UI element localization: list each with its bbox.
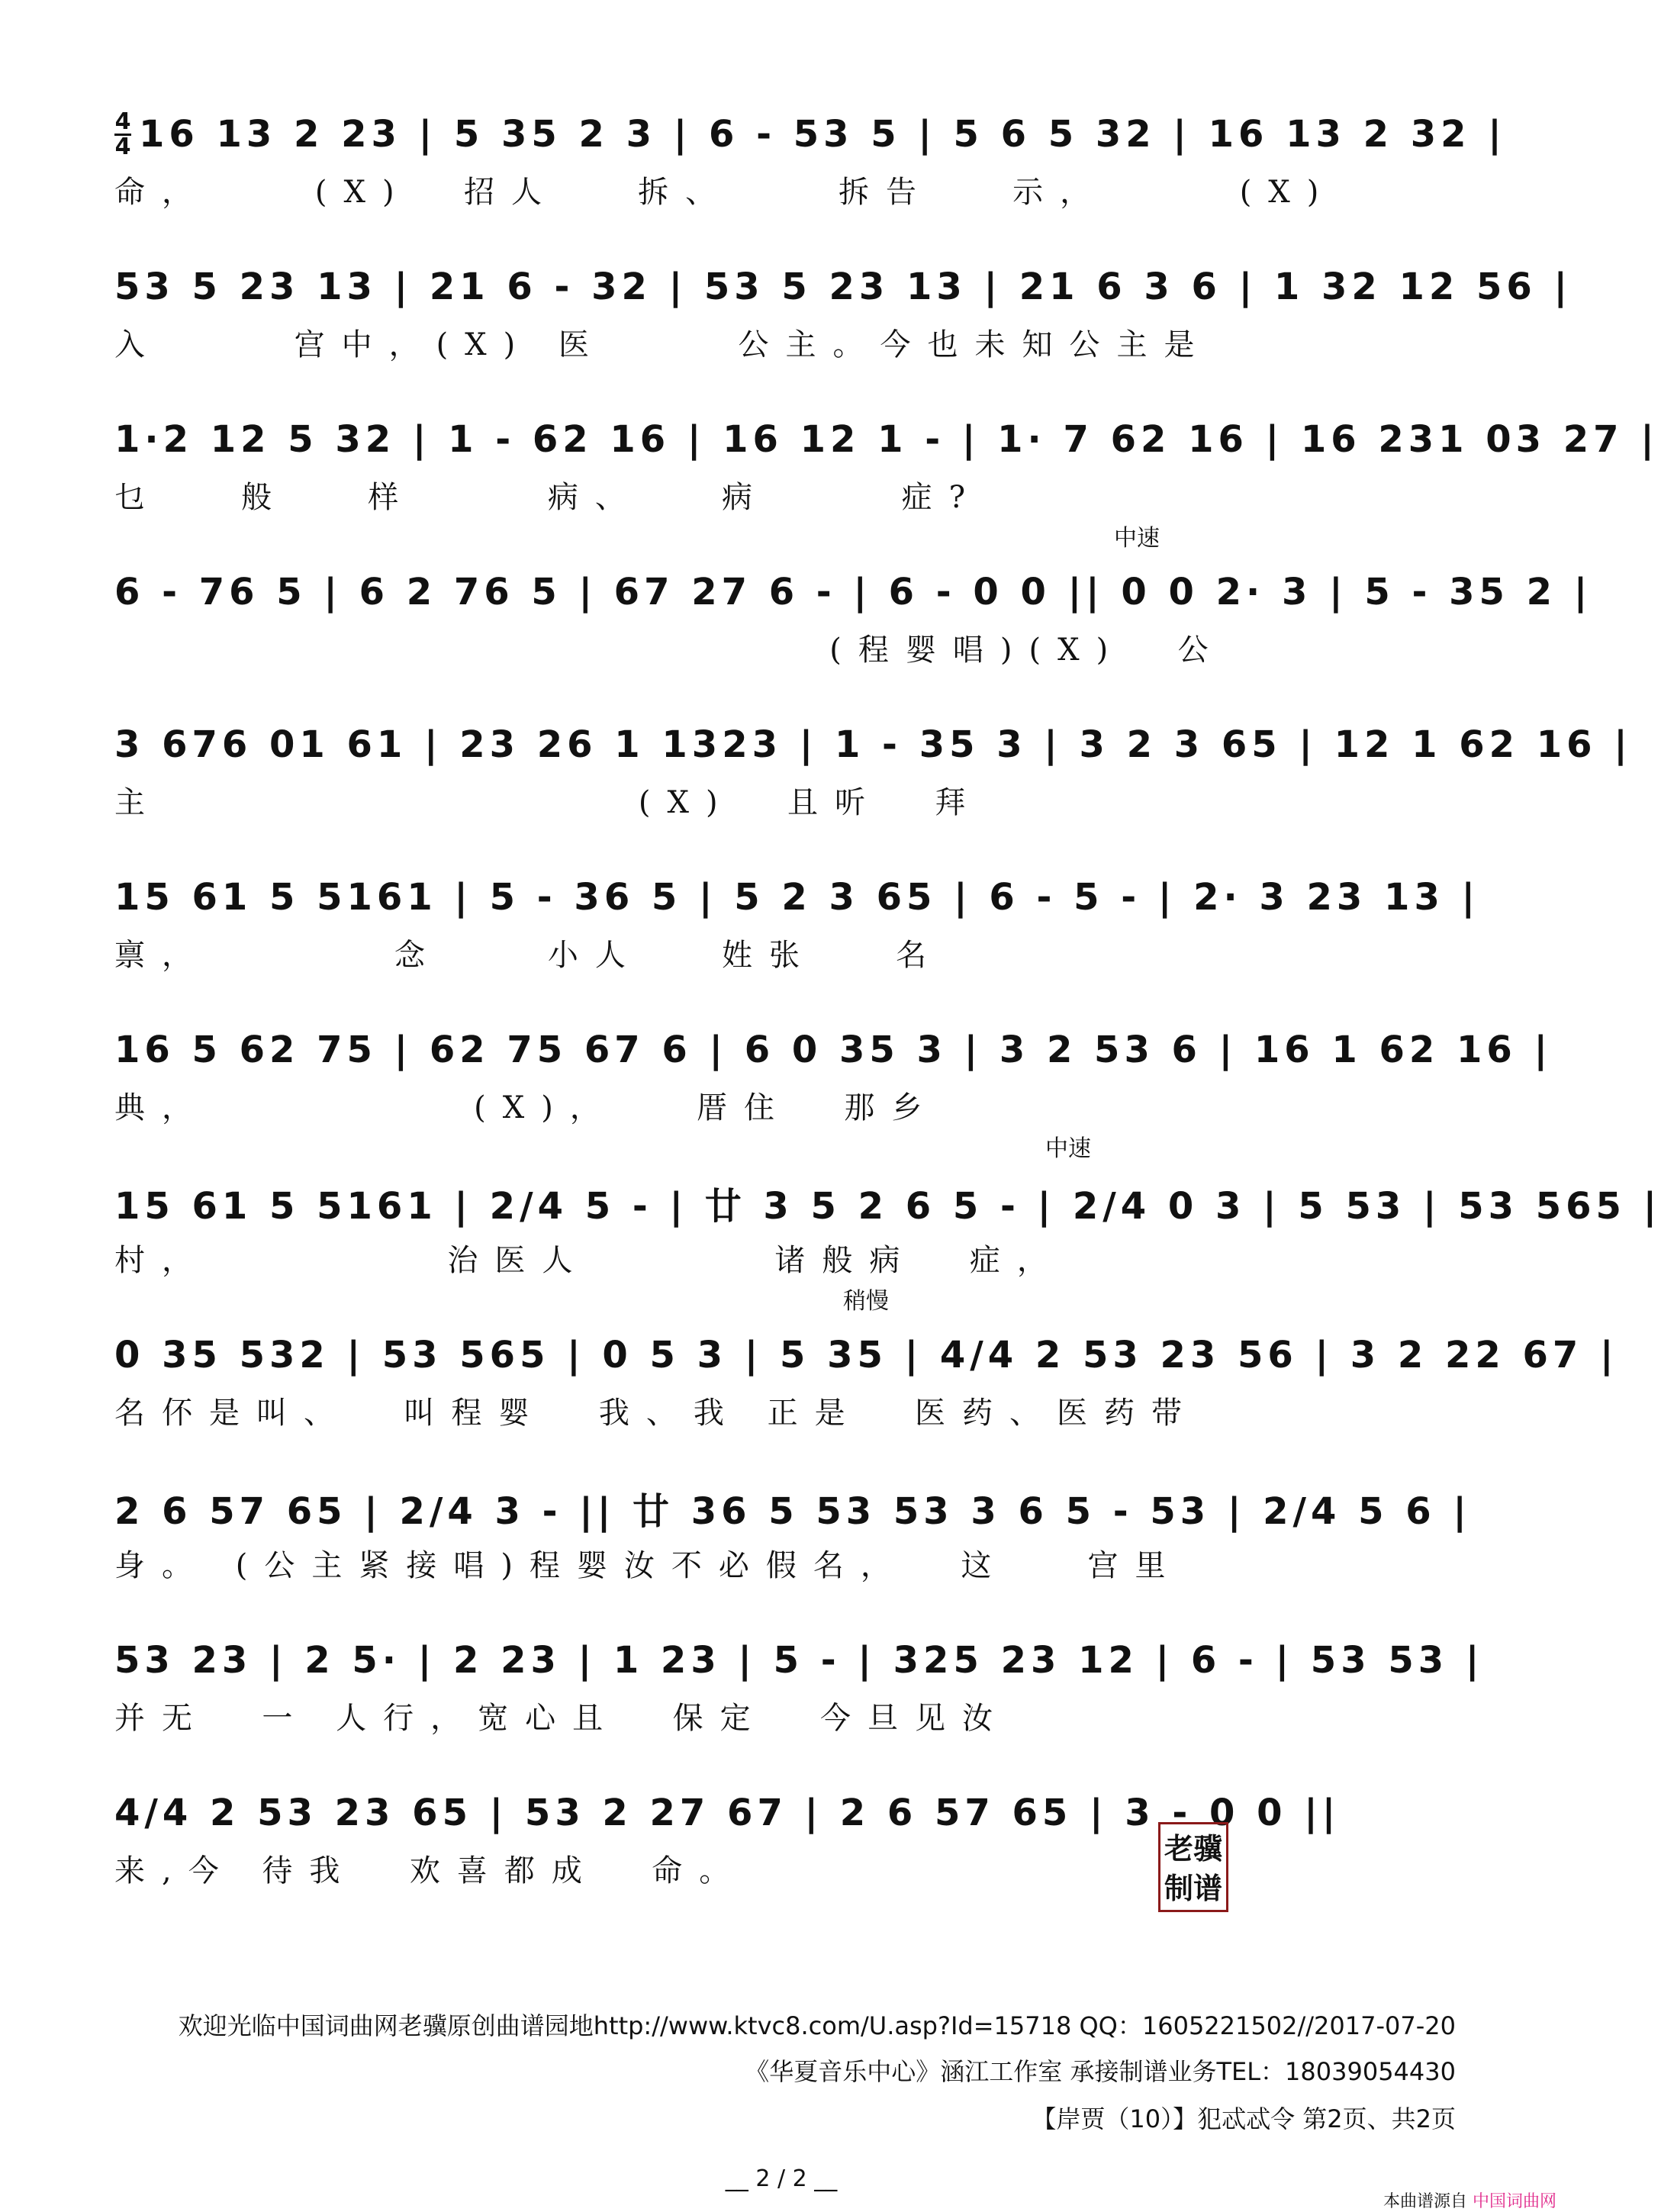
jianpu-notes: 2 6 57 65 | 2/4 3 - || 廿 36 5 53 53 3 6 5 - 53 | 2/4 5 6 | [114, 1489, 1471, 1533]
score-system [114, 679, 1632, 832]
footer-website-line: 欢迎光临中国词曲网老骥原创曲谱园地http://www.ktvc8.com/U.asp?Id=15718 QQ：1605221502//2017-07-20 [178, 2011, 1456, 2040]
footer-studio-line: 《华夏音乐中心》涵江工作室 承接制谱业务TEL：18039054430 [745, 2057, 1456, 2086]
lyrics: 来,今 待我 欢喜都成 命。 [114, 1853, 747, 1888]
lyrics: (程婴唱)(X) 公 [114, 633, 1225, 668]
score-system [114, 525, 1592, 679]
lyrics: 命， (X) 招人 拆、 拆告 示， (X) [114, 175, 1336, 210]
score-system [114, 69, 1506, 221]
jianpu-notes: 15 61 5 5161 | 2/4 5 - | 廿 3 5 2 6 5 - | 2/4 0 3 | 5 53 | 53 565 | [114, 1184, 1661, 1228]
source-site-name: 中国词曲网 [1472, 2192, 1556, 2211]
lyrics: 入 宫中，(X) 医 公主。今也未知公主是 [114, 327, 1212, 362]
composer-stamp: 老骥制谱 [1158, 1822, 1228, 1912]
time-signature: 4 4 [114, 108, 131, 160]
lyrics: 主 (X) 且听 拜 [114, 785, 983, 820]
jianpu-notes: 16 5 62 75 | 62 75 67 6 | 6 0 35 3 | 3 2 53 6 | 16 1 62 16 | [114, 1029, 1553, 1071]
lyrics: 禀， 念 小人 姓张 名 [114, 938, 944, 973]
jianpu-notes: 53 23 | 2 5· | 2 23 | 1 23 | 5 - | 325 23 12 | 6 - | 53 53 | [114, 1639, 1484, 1682]
lyrics: 名伓是叫、 叫程婴 我、我 正是 医药、医药带 [114, 1396, 1199, 1431]
score [114, 69, 1661, 1900]
score-system [114, 1747, 1457, 1900]
score-system [114, 832, 1480, 984]
page-number: __ 2 / 2 __ [725, 2165, 838, 2192]
jianpu-notes: 16 13 2 23 | 5 35 2 3 | 6 - 53 5 | 5 6 5 32 | 16 13 2 32 | [139, 113, 1506, 156]
lyrics: 并无 一 人行，宽心且 保定 今旦见汝 [114, 1701, 1010, 1736]
lyrics: 典， (X)， 厝住 那乡 [114, 1090, 939, 1125]
lyrics: 乜 般 样 病、 病 症? [114, 480, 983, 515]
footer-title-line: 【岸贾（10）】犯忒忒令 第2页、共2页 [1032, 2104, 1456, 2133]
source-label [1383, 2188, 1556, 2212]
score-system [114, 984, 1553, 1137]
jianpu-notes: 4/4 2 53 23 65 | 53 2 27 67 | 2 6 57 65 | 3 - 0 0 || [114, 1792, 1341, 1834]
jianpu-notes: 6 - 76 5 | 6 2 76 5 | 67 27 6 - | 6 - 0 0 || 0 0 2· 3 | 5 - 35 2 | [114, 571, 1592, 613]
score-system [114, 1135, 1661, 1290]
lyrics: 身。 (公主紧接唱)程婴汝不必假名， 这 宫里 [114, 1548, 1183, 1583]
jianpu-notes: 53 5 23 13 | 21 6 - 32 | 53 5 23 13 | 21 6 3 6 | 1 32 12 56 | [114, 266, 1572, 308]
score-system [114, 1595, 1484, 1747]
tempo-mark: 中速 [1114, 525, 1160, 552]
tempo-mark: 稍慢 [843, 1288, 889, 1315]
source-label-text: 本曲谱源自 [1383, 2192, 1467, 2211]
jianpu-notes: 0 35 532 | 53 565 | 0 5 3 | 5 35 | 4/4 2 53 23 56 | 3 2 22 67 | [114, 1334, 1618, 1376]
score-system [114, 221, 1572, 374]
lyrics: 村， 治医人 诸般病 症， [114, 1243, 1064, 1278]
score-system [114, 1288, 1618, 1442]
jianpu-notes: 15 61 5 5161 | 5 - 36 5 | 5 2 3 65 | 6 - 5 - | 2· 3 23 13 | [114, 876, 1480, 919]
jianpu-notes: 3 676 01 61 | 23 26 1 1323 | 1 - 35 3 | 3 2 3 65 | 12 1 62 16 | [114, 723, 1632, 766]
jianpu-notes: 1·2 12 5 32 | 1 - 62 16 | 16 12 1 - | 1· 7 62 16 | 16 231 03 27 | [114, 418, 1659, 461]
score-system [114, 374, 1659, 526]
tempo-mark: 中速 [1045, 1135, 1091, 1162]
score-system [114, 1442, 1471, 1595]
